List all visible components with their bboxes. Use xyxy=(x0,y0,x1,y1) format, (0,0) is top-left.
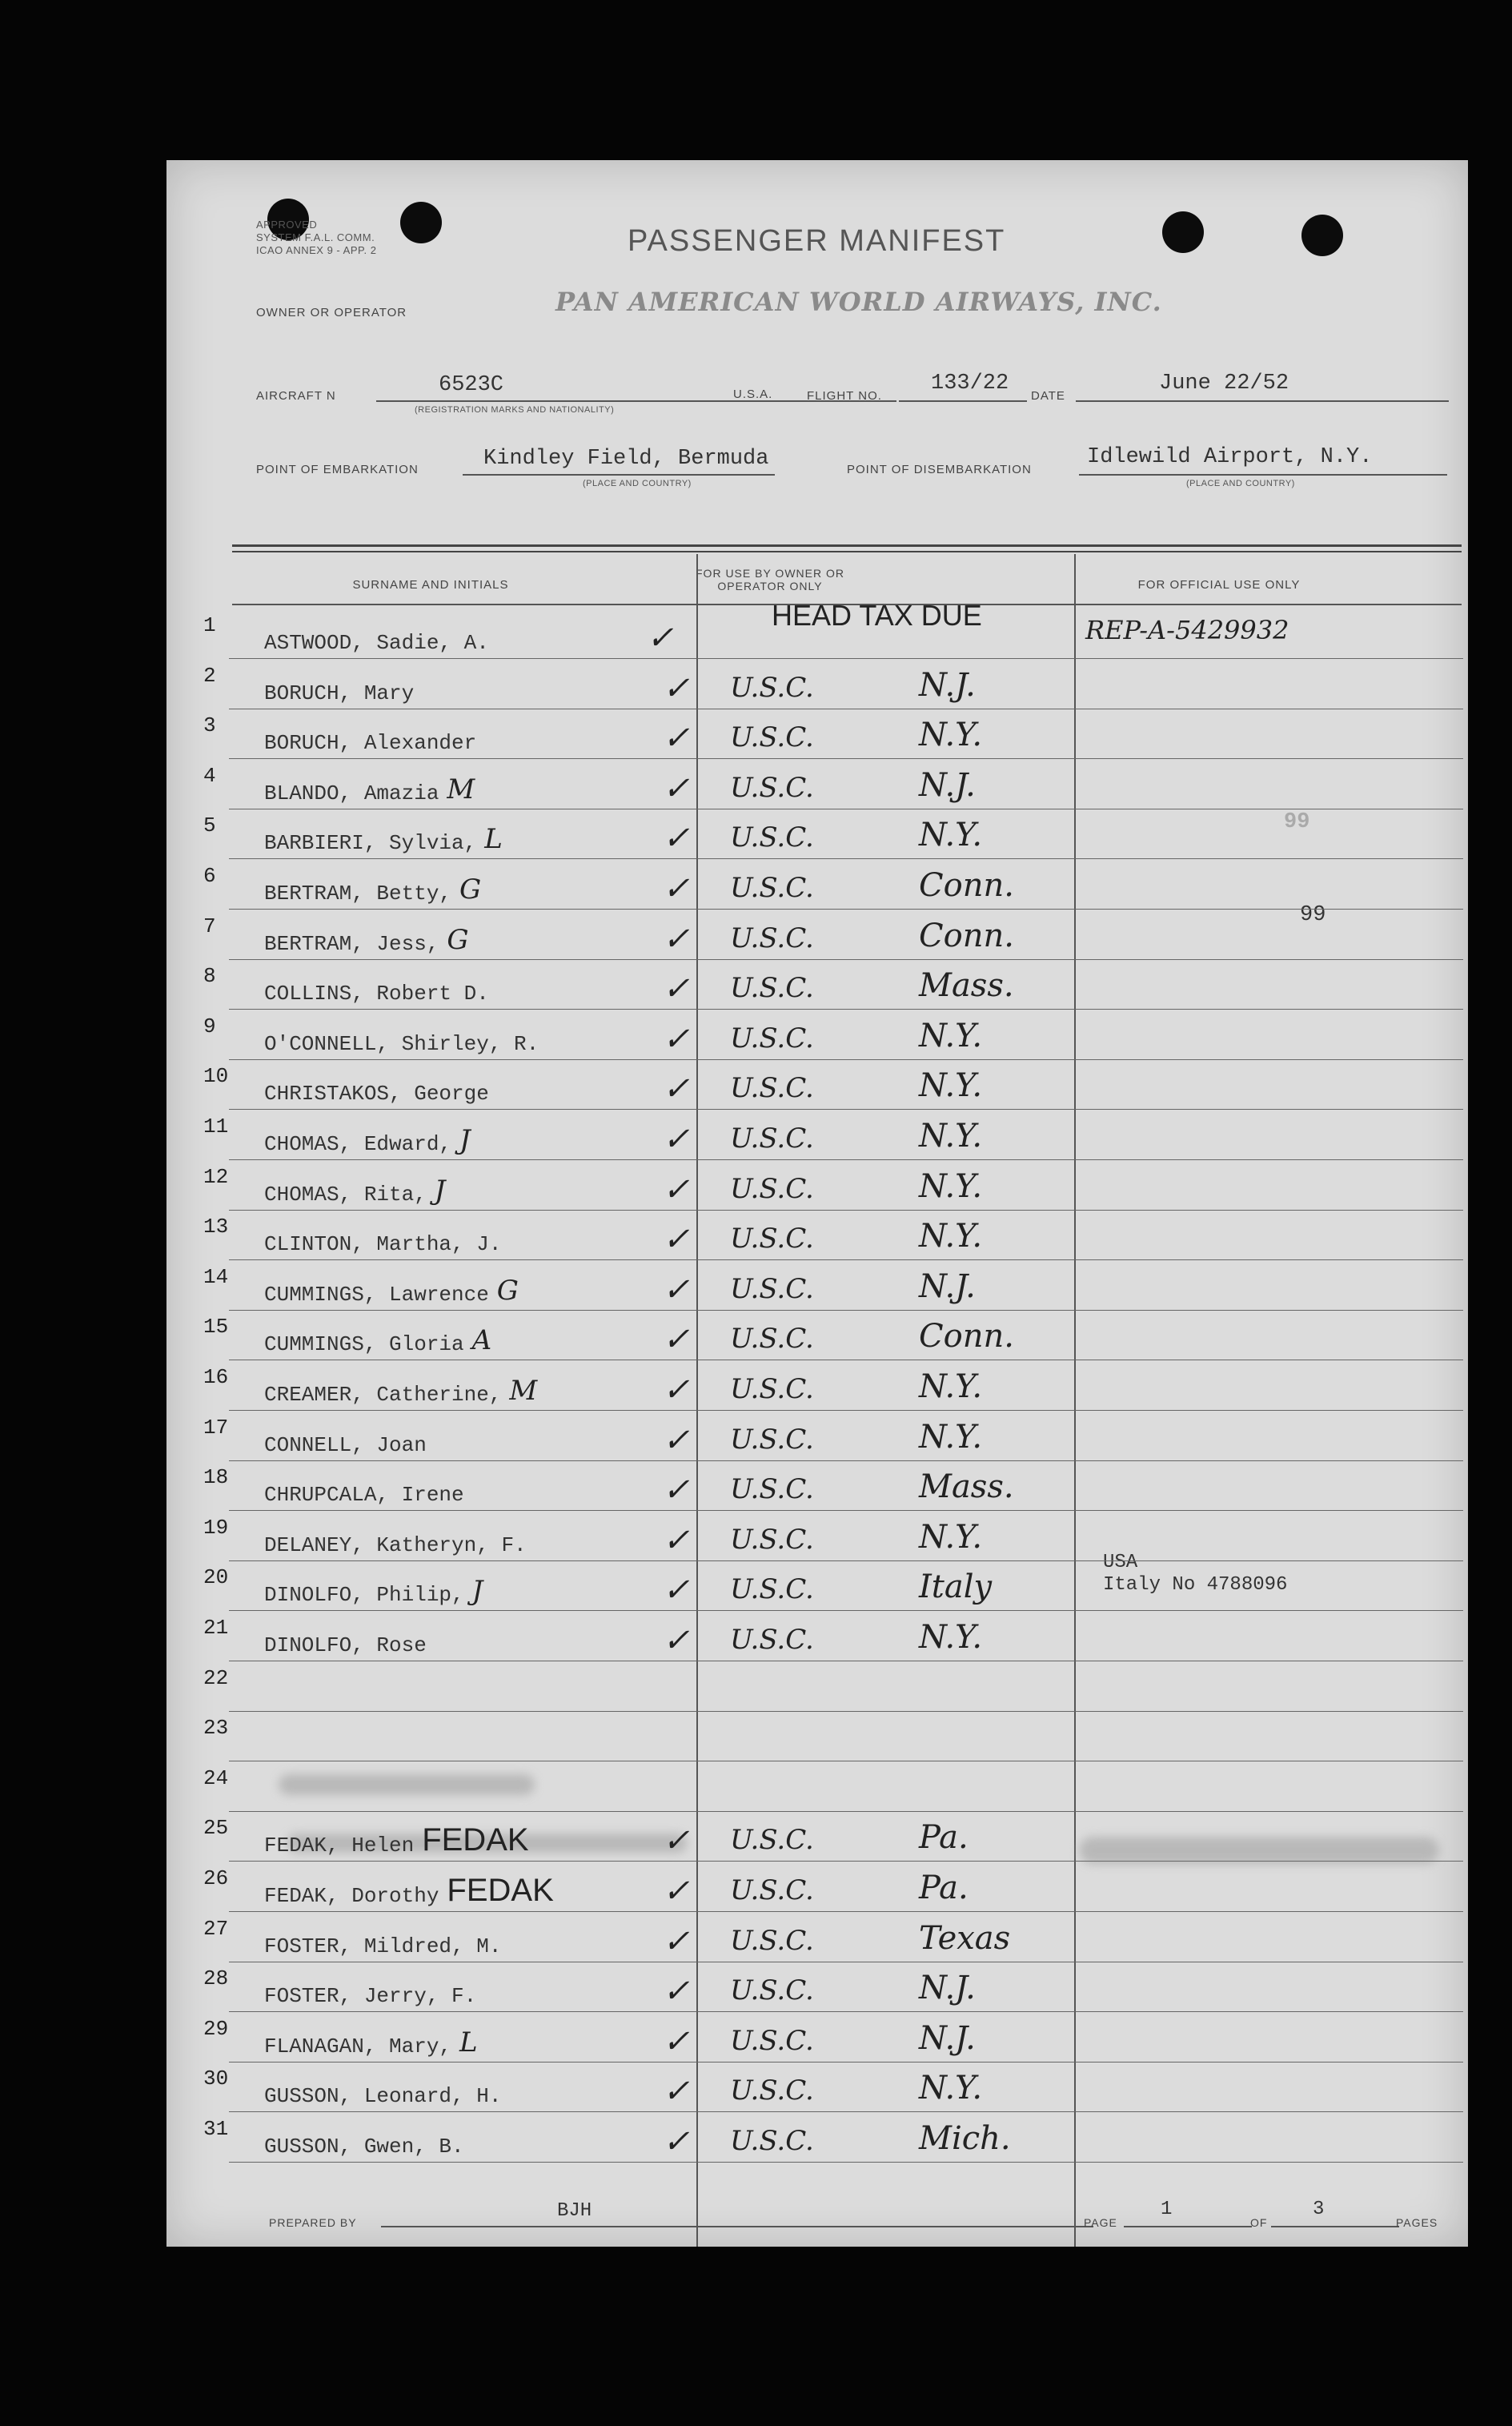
citizenship-status: U.S.C. xyxy=(730,1022,814,1054)
residence-state: Conn. xyxy=(919,1318,1014,1356)
citizenship-status: U.S.C. xyxy=(730,2075,814,2107)
passenger-name: ASTWOOD, Sadie, A. xyxy=(264,631,489,655)
check-mark: ✓ xyxy=(663,669,690,707)
residence-state: N.Y. xyxy=(919,1218,983,1255)
row-number: 1 xyxy=(203,613,216,637)
page-label: PAGE xyxy=(1084,2216,1117,2229)
row-number: 13 xyxy=(203,1215,229,1239)
residence-state: Italy xyxy=(919,1568,993,1606)
citizenship-status: U.S.C. xyxy=(730,1373,814,1405)
row-number: 18 xyxy=(203,1465,229,1490)
check-mark: ✓ xyxy=(663,1622,690,1659)
passenger-name: BORUCH, Mary xyxy=(264,681,415,705)
embark-label: POINT OF EMBARKATION xyxy=(256,463,419,476)
passenger-name: BERTRAM, Jess, xyxy=(264,931,439,956)
passenger-name: FLANAGAN, Mary, xyxy=(264,2034,452,2058)
initial-handwritten: M xyxy=(509,1375,538,1407)
citizenship-status: U.S.C. xyxy=(730,771,814,804)
residence-state: Pa. xyxy=(919,1819,969,1857)
col-head-owner: FOR USE BY OWNER OR OPERATOR ONLY xyxy=(696,567,844,592)
row-rule xyxy=(229,1059,1463,1060)
row-number: 30 xyxy=(203,2067,229,2091)
passenger-name: BARBIERI, Sylvia, xyxy=(264,831,477,856)
residence-state: N.Y. xyxy=(919,1017,983,1054)
residence-state: Mass. xyxy=(919,1468,1014,1506)
check-mark: ✓ xyxy=(663,2073,690,2111)
row-number: 17 xyxy=(203,1415,229,1440)
row-rule xyxy=(229,909,1463,910)
citizenship-status: U.S.C. xyxy=(730,922,814,954)
row-rule xyxy=(229,1711,1463,1712)
citizenship-status: U.S.C. xyxy=(730,821,814,854)
residence-state: N.J. xyxy=(919,2019,976,2057)
check-mark: ✓ xyxy=(663,1372,690,1408)
citizenship-status: U.S.C. xyxy=(730,1123,814,1155)
citizenship-status: U.S.C. xyxy=(730,972,814,1005)
date-label: DATE xyxy=(1031,389,1065,403)
initial-handwritten: J xyxy=(471,1575,483,1608)
passenger-name: CONNELL, Joan xyxy=(264,1432,427,1457)
row-number: 20 xyxy=(203,1565,229,1590)
of-label: OF xyxy=(1250,2216,1268,2229)
check-mark: ✓ xyxy=(663,1822,690,1860)
flight-value: 133/22 xyxy=(931,372,1009,396)
check-mark: ✓ xyxy=(663,1020,690,1058)
passenger-name: CHOMAS, Edward, xyxy=(264,1132,452,1156)
passenger-name: COLLINS, Robert D. xyxy=(264,982,489,1006)
passenger-name: CHOMAS, Rita, xyxy=(264,1182,427,1207)
row-rule xyxy=(229,1460,1463,1461)
row-number: 22 xyxy=(203,1665,229,1690)
row-number: 26 xyxy=(203,1866,229,1890)
initial-handwritten: FEDAK xyxy=(447,1873,554,1908)
official-number-faint: 99 xyxy=(1284,810,1310,834)
row-number: 21 xyxy=(203,1616,229,1640)
check-mark: ✓ xyxy=(663,1421,690,1459)
check-mark: ✓ xyxy=(663,1121,690,1158)
prepared-value: BJH xyxy=(557,2200,592,2222)
row-rule xyxy=(229,858,1463,859)
initial-handwritten: L xyxy=(459,2026,478,2058)
row-number: 14 xyxy=(203,1264,229,1289)
row-rule xyxy=(229,1410,1463,1411)
residence-state: N.Y. xyxy=(919,2070,983,2107)
residence-state: N.J. xyxy=(919,666,976,704)
col-head-name: SURNAME AND INITIALS xyxy=(352,578,509,592)
passenger-name: CUMMINGS, Lawrence xyxy=(264,1282,489,1307)
passenger-name: BLANDO, Amazia xyxy=(264,781,439,805)
citizenship-status: U.S.C. xyxy=(730,1523,814,1556)
punch-hole xyxy=(400,202,442,243)
passenger-name: CUMMINGS, Gloria xyxy=(264,1332,464,1357)
check-mark: ✓ xyxy=(663,720,690,757)
citizenship-status: U.S.C. xyxy=(730,1624,814,1656)
check-mark: ✓ xyxy=(663,1572,690,1609)
row-number: 16 xyxy=(203,1365,229,1389)
form-title: PASSENGER MANIFEST xyxy=(628,224,1006,258)
check-mark: ✓ xyxy=(663,1521,690,1559)
citizenship-status: U.S.C. xyxy=(730,2024,814,2057)
company-name: PAN AMERICAN WORLD AIRWAYS, INC. xyxy=(555,287,1162,317)
passenger-name: O'CONNELL, Shirley, R. xyxy=(264,1031,539,1056)
residence-state: N.Y. xyxy=(919,1368,983,1405)
check-mark: ✓ xyxy=(663,1271,690,1308)
punch-hole xyxy=(1162,211,1204,253)
citizenship-status: U.S.C. xyxy=(730,1824,814,1857)
citizenship-status: U.S.C. xyxy=(730,1223,814,1255)
passenger-name: BORUCH, Alexander xyxy=(264,731,477,756)
row-number: 15 xyxy=(203,1315,229,1340)
col-head-official: FOR OFFICIAL USE ONLY xyxy=(1137,578,1301,592)
date-value: June 22/52 xyxy=(1159,372,1289,396)
row-rule xyxy=(229,2111,1463,2112)
citizenship-status: U.S.C. xyxy=(730,721,814,754)
row-rule xyxy=(229,2062,1463,2063)
passenger-name: CHRUPCALA, Irene xyxy=(264,1483,464,1508)
aircraft-value: 6523C xyxy=(439,373,504,397)
initial-handwritten: G xyxy=(496,1274,519,1307)
passenger-name: CLINTON, Martha, J. xyxy=(264,1232,502,1257)
residence-state: Pa. xyxy=(919,1870,969,1906)
row-number: 29 xyxy=(203,2016,229,2041)
flight-label: FLIGHT NO. xyxy=(807,389,882,403)
check-mark: ✓ xyxy=(663,920,690,958)
rep-note: REP-A-5429932 xyxy=(1085,615,1289,645)
check-mark: ✓ xyxy=(663,1221,690,1259)
citizenship-status: U.S.C. xyxy=(730,1172,814,1205)
check-mark: ✓ xyxy=(663,1922,690,1960)
passenger-name: FOSTER, Jerry, F. xyxy=(264,1984,477,2009)
official-number: 99 xyxy=(1300,903,1326,927)
row-number: 23 xyxy=(203,1716,229,1741)
check-mark: ✓ xyxy=(663,1472,690,1509)
passenger-name: DINOLFO, Philip, xyxy=(264,1583,464,1608)
embark-sub: (PLACE AND COUNTRY) xyxy=(583,479,692,488)
row-number: 12 xyxy=(203,1164,229,1189)
citizenship-status: U.S.C. xyxy=(730,1473,814,1506)
passenger-name: GUSSON, Gwen, B. xyxy=(264,2135,464,2159)
passenger-name: CREAMER, Catherine, xyxy=(264,1383,502,1407)
row-rule xyxy=(229,1911,1463,1912)
check-mark: ✓ xyxy=(663,970,690,1008)
passenger-name: FEDAK, Helen xyxy=(264,1834,415,1858)
approval-line: ICAO ANNEX 9 - APP. 2 xyxy=(256,244,377,256)
residence-state: Mich. xyxy=(919,2120,1011,2157)
check-mark: ✓ xyxy=(663,1973,690,2010)
initial-handwritten: J xyxy=(434,1174,446,1207)
row-rule xyxy=(229,1811,1463,1812)
initial-handwritten: G xyxy=(447,923,469,956)
row-rule xyxy=(229,1109,1463,1110)
residence-state: N.Y. xyxy=(919,1619,983,1656)
row-number: 2 xyxy=(203,663,216,688)
disembark-value: Idlewild Airport, N.Y. xyxy=(1087,445,1373,469)
residence-state: Mass. xyxy=(919,967,1014,1005)
passenger-name: CHRISTAKOS, George xyxy=(264,1082,489,1107)
check-mark: ✓ xyxy=(663,2123,690,2160)
row-number: 9 xyxy=(203,1014,216,1038)
passenger-name: FOSTER, Mildred, M. xyxy=(264,1934,502,1958)
check-mark: ✓ xyxy=(663,870,690,907)
row-rule xyxy=(229,2011,1463,2012)
row-number: 19 xyxy=(203,1515,229,1540)
row-rule xyxy=(229,758,1463,759)
head-tax-note: HEAD TAX DUE xyxy=(772,599,982,632)
check-mark: ✓ xyxy=(663,1171,690,1208)
row-number: 11 xyxy=(203,1115,229,1139)
row-rule xyxy=(229,1210,1463,1211)
citizenship-status: U.S.C. xyxy=(730,671,814,704)
row-number: 3 xyxy=(203,713,216,738)
check-mark: ✓ xyxy=(647,620,674,657)
approval-line: APPROVED xyxy=(256,219,318,231)
residence-state: N.Y. xyxy=(919,1118,983,1155)
citizenship-status: U.S.C. xyxy=(730,1423,814,1456)
initial-handwritten: M xyxy=(447,773,475,805)
row-rule xyxy=(229,1259,1463,1260)
approval-line: SYSTEM F.A.L. COMM. xyxy=(256,231,375,243)
check-mark: ✓ xyxy=(663,1070,690,1108)
residence-state: N.Y. xyxy=(919,1067,983,1105)
owner-label: OWNER OR OPERATOR xyxy=(256,306,407,319)
row-rule xyxy=(229,1510,1463,1511)
row-number: 8 xyxy=(203,964,216,989)
row-rule xyxy=(229,1310,1463,1311)
citizenship-status: U.S.C. xyxy=(730,1874,814,1906)
initial-handwritten: J xyxy=(459,1124,471,1156)
passenger-name: BERTRAM, Betty, xyxy=(264,882,452,906)
row-rule xyxy=(229,1861,1463,1862)
row-rule xyxy=(229,658,1463,659)
initial-handwritten: A xyxy=(471,1324,492,1357)
row-number: 10 xyxy=(203,1064,229,1089)
initial-handwritten: L xyxy=(484,823,503,856)
citizenship-status: U.S.C. xyxy=(730,2125,814,2157)
residence-state: Conn. xyxy=(919,917,1014,954)
passenger-name: DELANEY, Katheryn, F. xyxy=(264,1532,527,1557)
row-number: 31 xyxy=(203,2117,229,2141)
check-mark: ✓ xyxy=(663,1873,690,1910)
residence-state: N.Y. xyxy=(919,817,983,854)
row-number: 7 xyxy=(203,914,216,938)
official-note-2: Italy No 4788096 xyxy=(1103,1574,1288,1596)
row-rule xyxy=(229,1159,1463,1160)
residence-state: Texas xyxy=(919,1919,1011,1957)
residence-state: N.Y. xyxy=(919,717,983,754)
row-rule xyxy=(229,1610,1463,1611)
row-number: 25 xyxy=(203,1816,229,1841)
usa-label: U.S.A. xyxy=(733,388,773,401)
manifest-sheet xyxy=(166,160,1468,2247)
row-number: 4 xyxy=(203,763,216,788)
citizenship-status: U.S.C. xyxy=(730,1072,814,1105)
passenger-name: FEDAK, Dorothy xyxy=(264,1884,439,1908)
residence-state: N.J. xyxy=(919,1970,976,2007)
aircraft-label: AIRCRAFT N xyxy=(256,389,336,403)
residence-state: N.Y. xyxy=(919,1518,983,1556)
citizenship-status: U.S.C. xyxy=(730,872,814,904)
row-number: 27 xyxy=(203,1916,229,1941)
residence-state: N.Y. xyxy=(919,1418,983,1456)
residence-state: N.J. xyxy=(919,1267,976,1305)
disembark-sub: (PLACE AND COUNTRY) xyxy=(1186,479,1295,488)
punch-hole xyxy=(1301,215,1343,256)
citizenship-status: U.S.C. xyxy=(730,1573,814,1606)
disembark-label: POINT OF DISEMBARKATION xyxy=(847,463,1032,476)
aircraft-sub: (REGISTRATION MARKS AND NATIONALITY) xyxy=(415,405,615,415)
initial-handwritten: FEDAK xyxy=(422,1822,529,1858)
row-rule xyxy=(229,1560,1463,1561)
row-rule xyxy=(229,1009,1463,1010)
official-note-1: USA xyxy=(1103,1552,1138,1573)
check-mark: ✓ xyxy=(663,2022,690,2060)
citizenship-status: U.S.C. xyxy=(730,1272,814,1305)
citizenship-status: U.S.C. xyxy=(730,1974,814,2007)
check-mark: ✓ xyxy=(663,1321,690,1359)
pages-label: PAGES xyxy=(1396,2216,1438,2229)
row-rule xyxy=(229,959,1463,960)
of-value: 3 xyxy=(1313,2199,1325,2220)
row-number: 28 xyxy=(203,1966,229,1991)
residence-state: N.J. xyxy=(919,766,976,804)
embark-value: Kindley Field, Bermuda xyxy=(483,447,769,471)
check-mark: ✓ xyxy=(663,820,690,858)
residence-state: N.Y. xyxy=(919,1167,983,1205)
check-mark: ✓ xyxy=(663,769,690,807)
residence-state: Conn. xyxy=(919,867,1014,904)
passenger-name: GUSSON, Leonard, H. xyxy=(264,2084,502,2109)
prepared-label: PREPARED BY xyxy=(269,2216,357,2229)
page-value: 1 xyxy=(1161,2199,1173,2220)
row-number: 24 xyxy=(203,1765,229,1790)
row-rule xyxy=(229,2162,1463,2163)
row-number: 6 xyxy=(203,864,216,888)
citizenship-status: U.S.C. xyxy=(730,1323,814,1356)
passenger-name: DINOLFO, Rose xyxy=(264,1633,427,1657)
citizenship-status: U.S.C. xyxy=(730,1924,814,1957)
row-number: 5 xyxy=(203,813,216,838)
initial-handwritten: G xyxy=(459,874,482,906)
